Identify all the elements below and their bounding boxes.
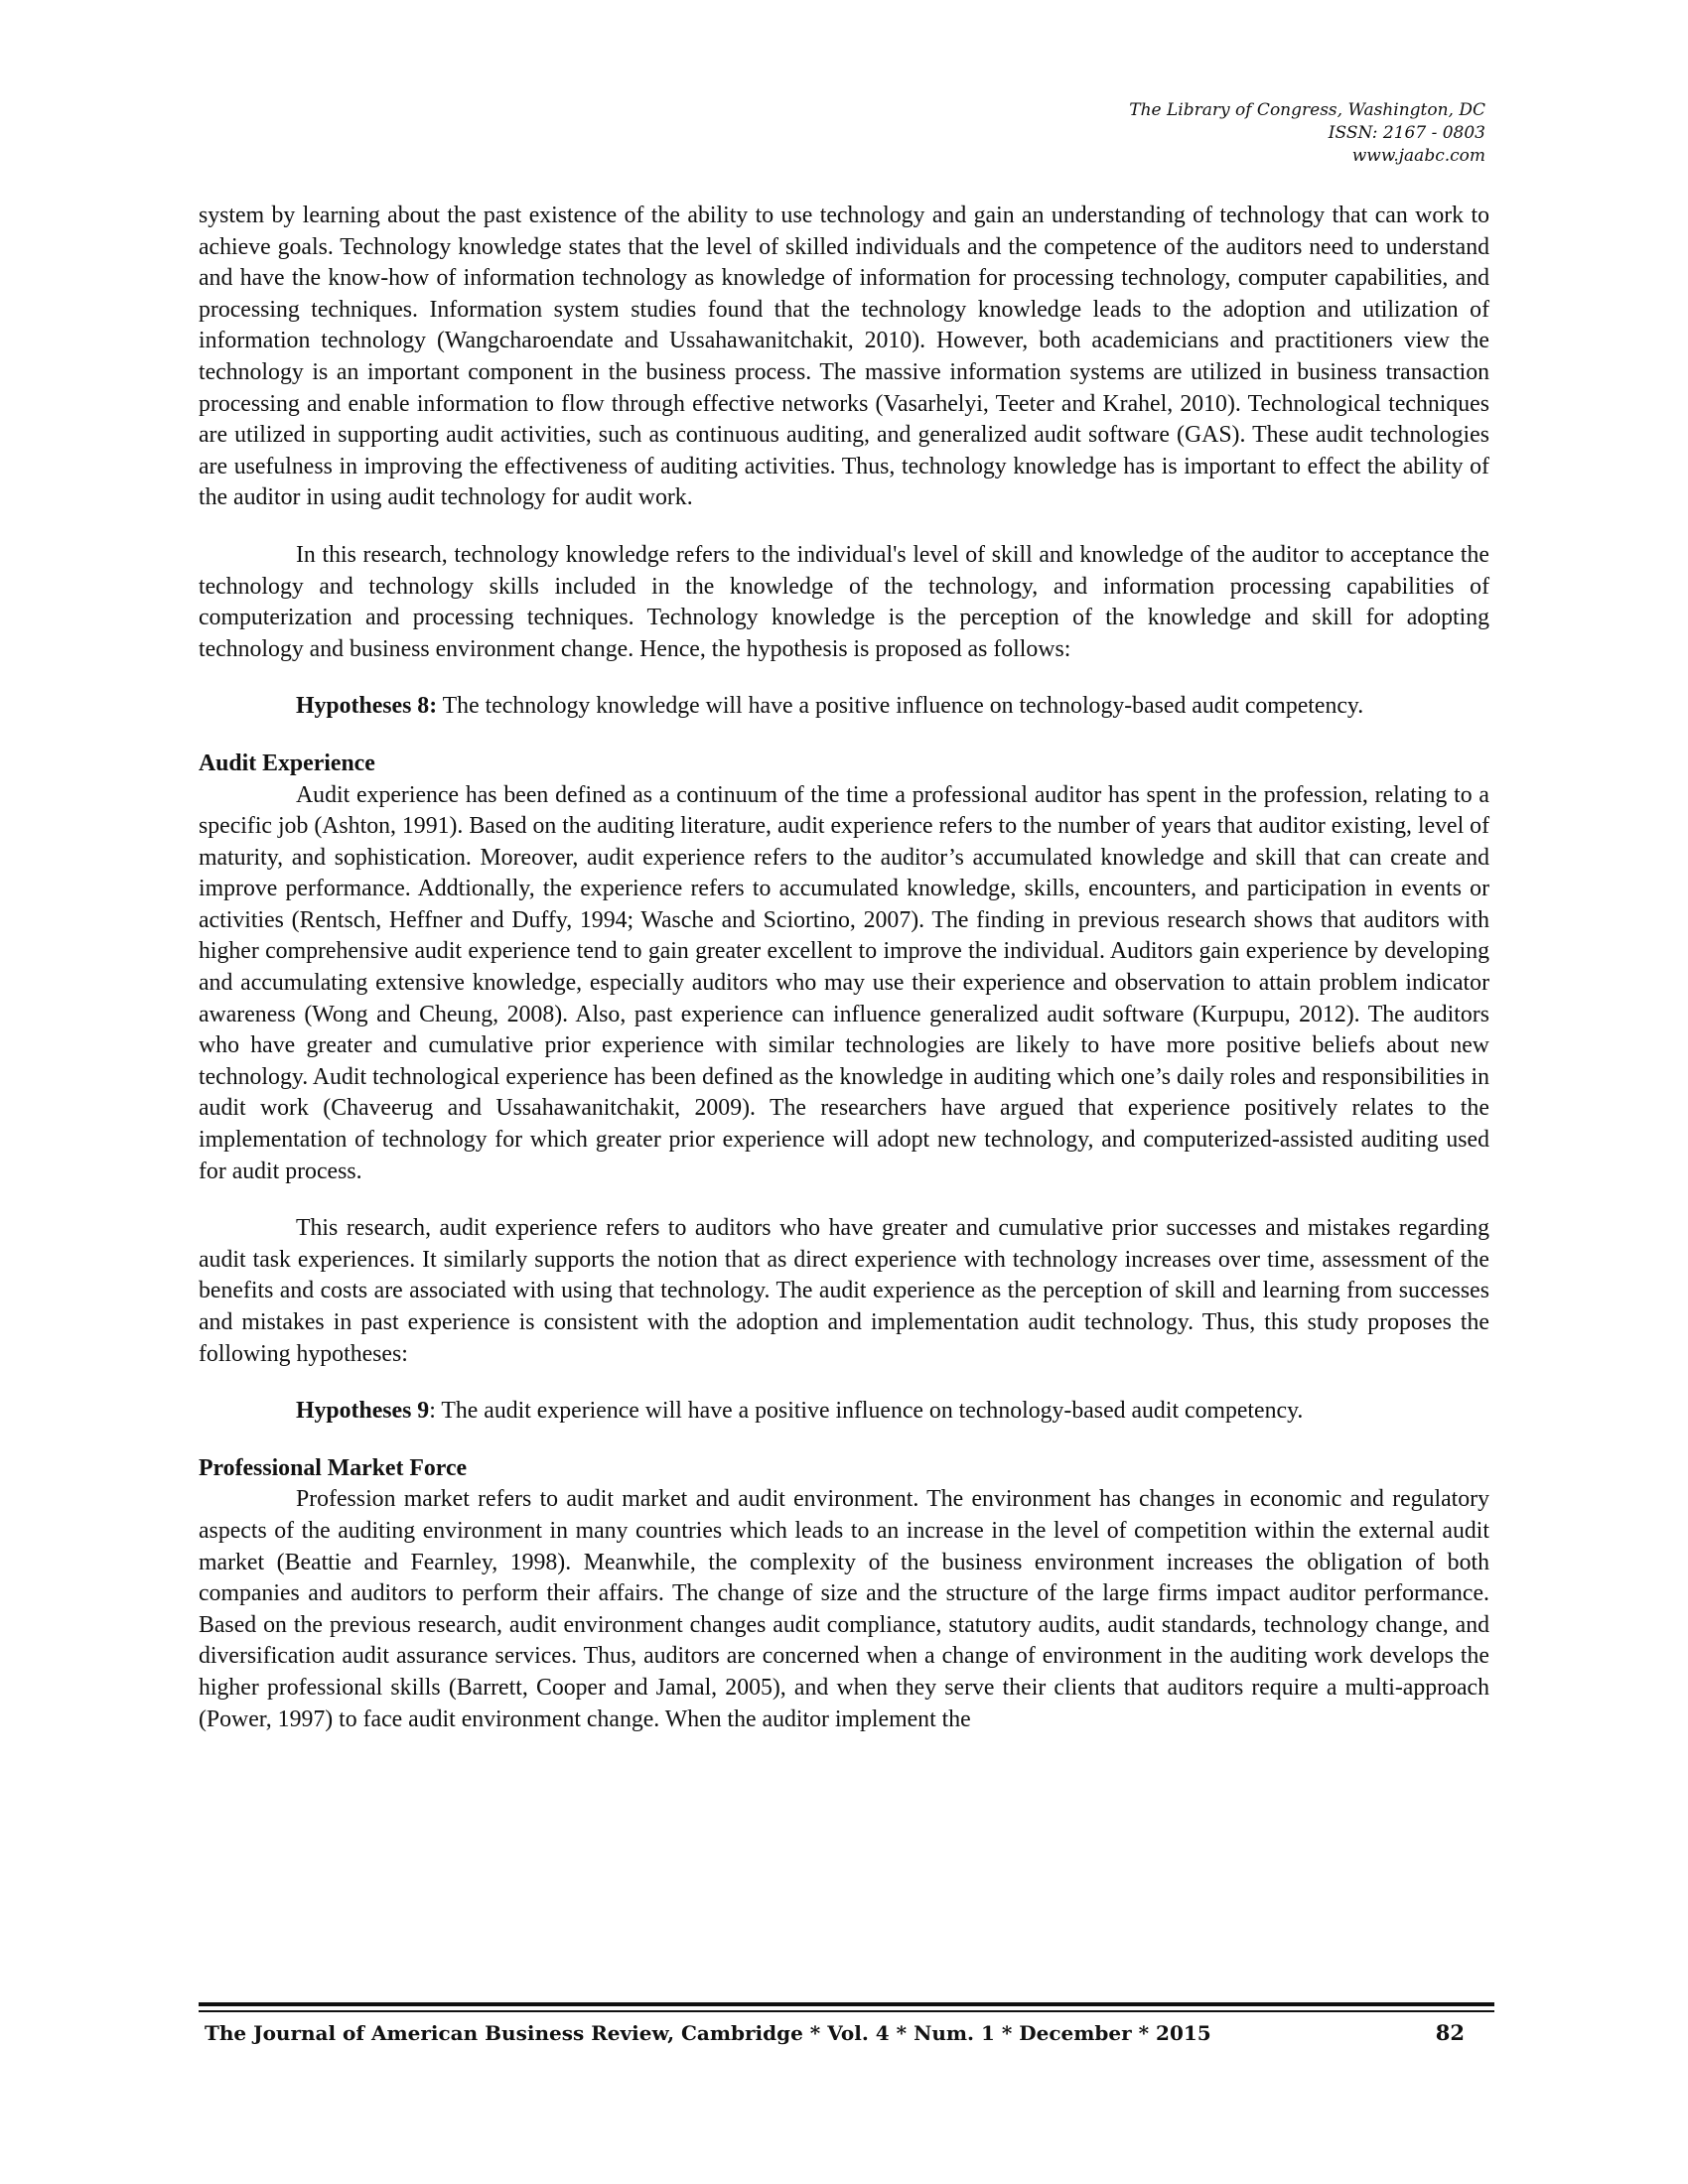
hypothesis-9-label: Hypotheses 9 <box>296 1398 430 1425</box>
hypothesis-9 <box>199 1396 1489 1428</box>
paragraph-audit-experience: Audit experience has been defined as a continuum of the time a professional auditor has spent in the profession, relating to a specific job (Ashton, 1991). Based on the auditing literature, audit experience refers to the number of years that auditor existing, level of maturity, and sophistication. Moreover, audit experience refers to the auditor’s accumulated knowledge and skill that can create and improve performance. Addtionally, the experience refers to accumulated knowledge, skills, encounters, and participation in events or activities (Rentsch, Heffner and Duffy, 1994; Wasche and Sciortino, 2007). The finding in previous research shows that auditors with higher comprehensive audit experience tend to gain greater excellent to improve the individual. Auditors gain experience by developing and accumulating extensive knowledge, especially auditors who may use their experience and observation to attain problem indicator awareness (Wong and Cheung, 2008). Also, past experience can influence generalized audit software (Kurpupu, 2012). The auditors who have greater and cumulative prior experience with similar technologies are likely to have more positive beliefs about new technology. Audit technological experience has been defined as the knowledge in auditing which one’s daily roles and responsibilities in audit work (Chaveerug and Ussahawanitchakit, 2009). The researchers have argued that experience positively relates to the implementation of technology for which greater prior experience will adopt new technology, and computerized-assisted auditing used for audit process. <box>199 781 1489 1184</box>
article-body <box>199 201 1489 1735</box>
page-number: 82 <box>1435 2020 1465 2045</box>
footer-divider-thin <box>199 2010 1494 2012</box>
hypothesis-8 <box>199 691 1489 723</box>
hypothesis-9-text: : The audit experience will have a positive influence on technology-based audit competency. <box>429 1398 1304 1425</box>
header-website: www.jaabc.com <box>1351 146 1485 166</box>
paragraph-market-force: Profession market refers to audit market and audit environment. The environment has changes in economic and regulatory aspects of the auditing environment in many countries which leads to an increase in the level of competition within the external audit market (Beattie and Fearnley, 1998). Meanwhile, the complexity of the business environment increases the obligation of both companies and auditors to perform their affairs. The change of size and the structure of the large firms impact auditor performance. Based on the previous research, audit environment changes audit compliance, statutory audits, audit standards, technology change, and diversification audit assurance services. Thus, auditors are concerned when a change of environment in the auditing work develops the higher professional skills (Barrett, Cooper and Jamal, 2005), and when they serve their clients that auditors require a multi-approach (Power, 1997) to face audit environment change. When the auditor implement the <box>199 1486 1489 1732</box>
hypothesis-8-label: Hypotheses 8: <box>296 693 438 720</box>
paragraph-audit-experience-definition: This research, audit experience refers to auditors who have greater and cumulative prior successes and mistakes regarding audit task experiences. It similarly supports the notion that as direct experience with technology increases over time, assessment of the benefits and costs are associated with using that technology. The audit experience as the perception of skill and learning from successes and mistakes in past experience is consistent with the adoption and implementation audit technology. Thus, this study proposes the following hypotheses: <box>199 1215 1489 1367</box>
header-library: The Library of Congress, Washington, DC <box>1129 100 1485 120</box>
hypothesis-8-text: The technology knowledge will have a positive influence on technology-based audit competency. <box>437 693 1364 720</box>
footer-journal-citation: The Journal of American Business Review, Cambridge * Vol. 4 * Num. 1 * December * 2015 <box>205 2021 1211 2045</box>
paragraph-technology-knowledge: system by learning about the past existence of the ability to use technology and gain an understanding of technology that can work to achieve goals. Technology knowledge states that the level of skilled individuals and the competence of the auditors need to understand and have the know-how of information technology as knowledge of information for processing technology, computer capabilities, and processing techniques. Information system studies found that the technology knowledge leads to the adoption and utilization of information technology (Wangcharoendate and Ussahawanitchakit, 2010). However, both academicians and practitioners view the technology is an important component in the business process. The massive information systems are utilized in business transaction processing and enable information to flow through effective networks (Vasarhelyi, Teeter and Krahel, 2010). Technological techniques are utilized in supporting audit activities, such as continuous auditing, and generalized audit software (GAS). These audit technologies are usefulness in improving the effectiveness of auditing activities. Thus, technology knowledge has is important to effect the ability of the auditor in using audit technology for audit work. <box>199 203 1489 511</box>
running-header <box>1129 99 1485 168</box>
page-footer <box>199 2019 1494 2049</box>
section-heading-market-force: Professional Market Force <box>199 1454 468 1481</box>
paragraph-research-definition: In this research, technology knowledge refers to the individual's level of skill and knowledge of the auditor to acceptance the technology and technology skills included in the knowledge of the technology, and information processing capabilities of computerization and processing techniques. Technology knowledge is the perception of the knowledge and skill for adopting technology and business environment change. Hence, the hypothesis is proposed as follows: <box>199 541 1489 662</box>
footer-divider-thick <box>199 2002 1494 2006</box>
header-issn: ISSN: 2167 - 0803 <box>1328 123 1485 143</box>
section-heading-audit-experience: Audit Experience <box>199 750 375 776</box>
